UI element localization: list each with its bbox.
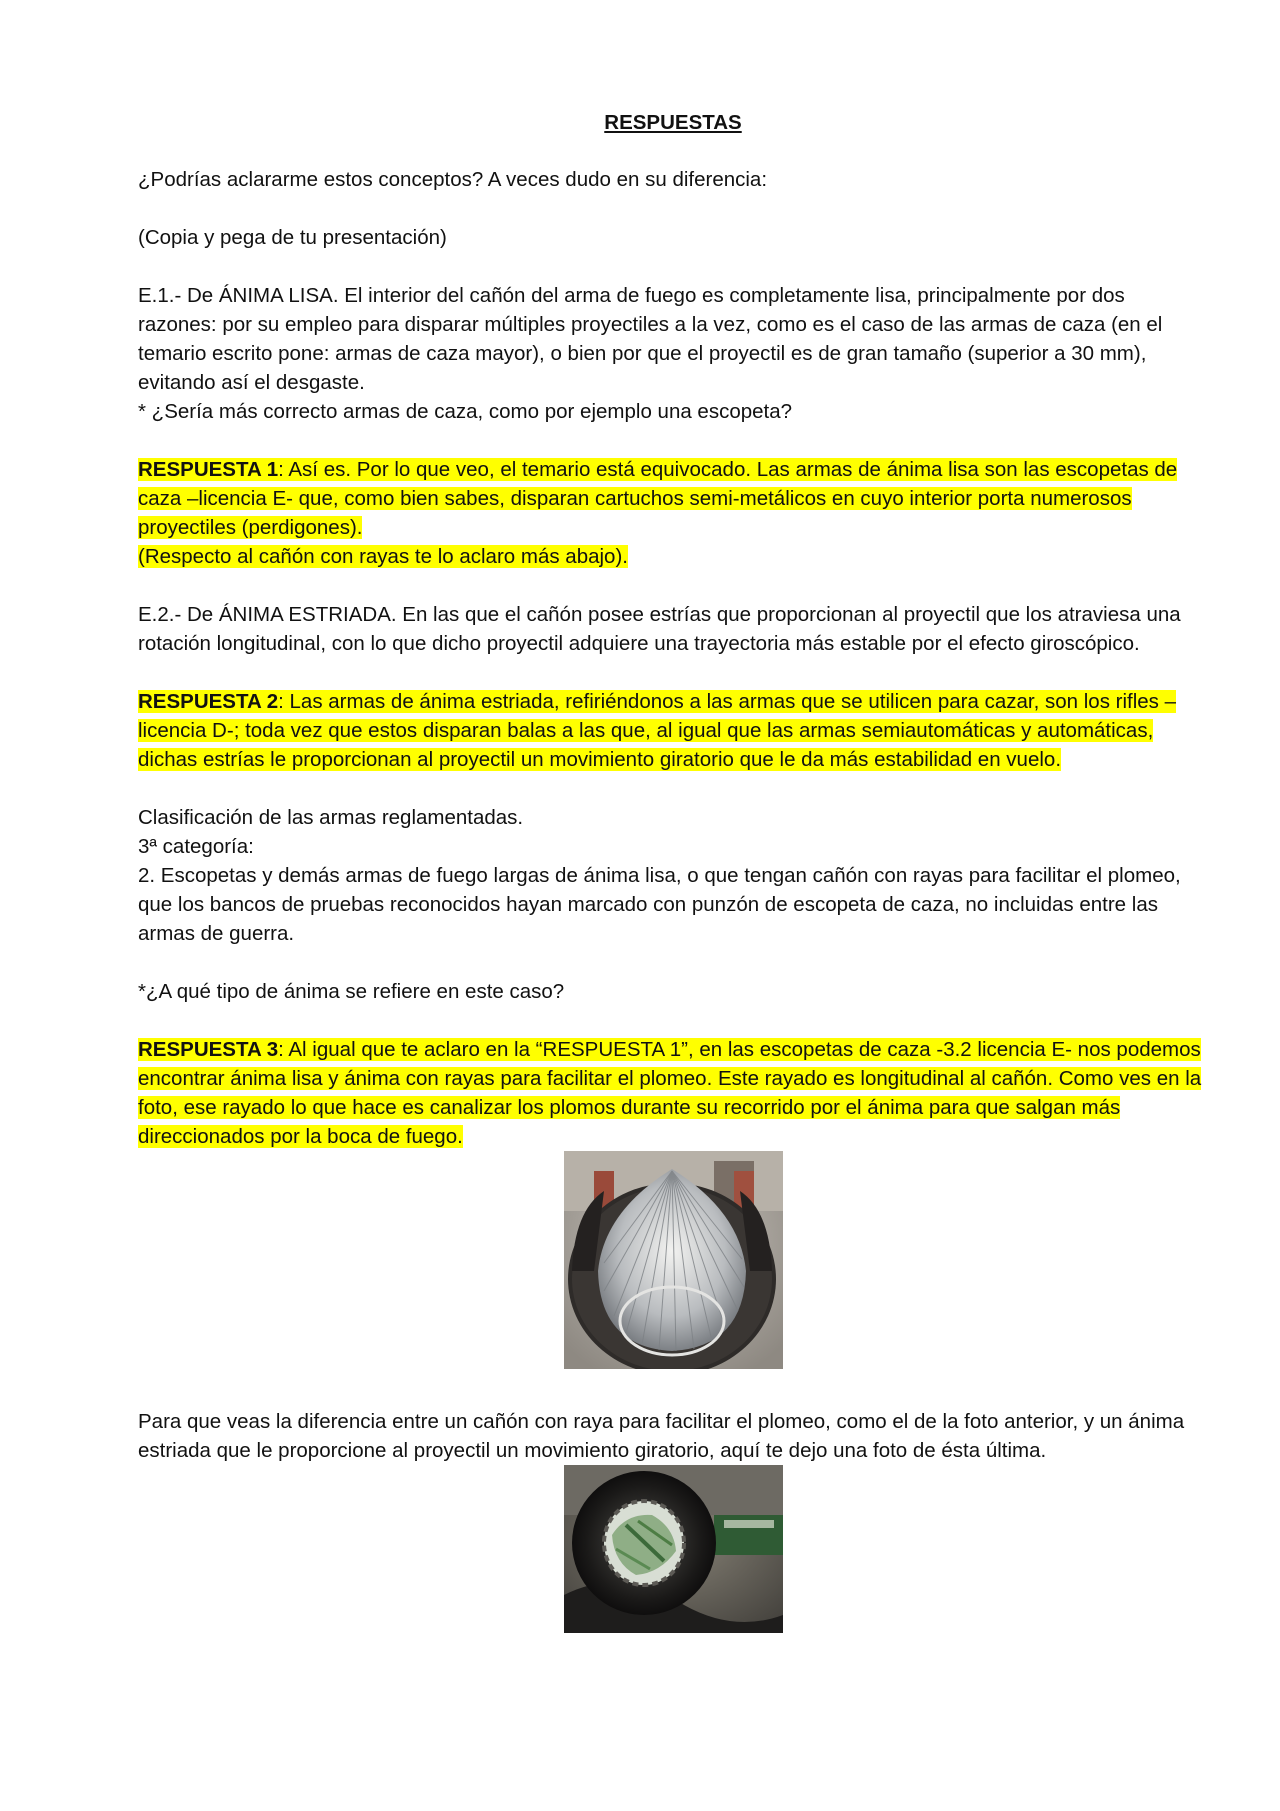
- classification-question: *¿A qué tipo de ánima se refiere en este caso?: [138, 980, 565, 1003]
- classification-heading: Clasificación de las armas reglamentadas.: [138, 806, 524, 829]
- page-title: RESPUESTAS: [604, 111, 742, 134]
- classification-item: 2. Escopetas y demás armas de fuego largas de ánima lisa, o que tengan cañón con rayas para facilitar el plomeo, que los bancos de pruebas reconocidos hayan marcado con punzón de escopeta de caza, no incluidas entre las armas de guerra.: [138, 864, 1181, 945]
- answer-3: [138, 1035, 1208, 1151]
- document-body: [138, 108, 1208, 1633]
- answer-1-note-text: (Respecto al cañón con rayas te lo aclaro más abajo).: [138, 545, 628, 568]
- rifled-bore-image: [564, 1465, 783, 1633]
- answer-3-label: RESPUESTA 3: [138, 1038, 279, 1061]
- answer-1-label: RESPUESTA 1: [138, 458, 279, 481]
- copy-note: (Copia y pega de tu presentación): [138, 226, 447, 249]
- answer-1-highlight: [138, 458, 1177, 539]
- intro-paragraph: ¿Podrías aclararme estos conceptos? A veces dudo en su diferencia:: [138, 168, 768, 191]
- closing-paragraph: Para que veas la diferencia entre un cañón con raya para facilitar el plomeo, como el de la foto anterior, y un ánima estriada que le proporcione al proyectil un movimiento giratorio, aquí te dejo una foto de ésta última.: [138, 1410, 1185, 1462]
- answer-3-text: : Al igual que te aclaro en la “RESPUESTA 1”, en las escopetas de caza -3.2 licencia E- nos podemos encontrar ánima lisa y ánima con rayas para facilitar el plomeo. Este rayado es longitudinal al cañón. Como ves en la foto, ese rayado lo que hace es canalizar los plomos durante su recorrido por el ánima para que salgan más direccionados por la boca de fuego.: [138, 1038, 1202, 1148]
- answer-1-note: [138, 542, 1208, 571]
- e2-paragraph: E.2.- De ÁNIMA ESTRIADA. En las que el cañón posee estrías que proporcionan al proyectil que los atraviesa una rotación longitudinal, con lo que dicho proyectil adquiere una trayectoria más estable por el efecto giroscópico.: [138, 603, 1181, 655]
- shotgun-barrel-photo: [564, 1151, 783, 1369]
- classification-category: 3ª categoría:: [138, 835, 254, 858]
- answer-2-highlight: [138, 690, 1176, 771]
- answer-2-label: RESPUESTA 2: [138, 690, 279, 713]
- e1-paragraph: E.1.- De ÁNIMA LISA. El interior del cañón del arma de fuego es completamente lisa, principalmente por dos razones: por su empleo para disparar múltiples proyectiles a la vez, como es el caso de las armas de caza (en el temario escrito pone: armas de caza mayor), o bien por que el proyectil es de gran tamaño (superior a 30 mm), evitando así el desgaste.: [138, 284, 1163, 394]
- answer-2-text: : Las armas de ánima estriada, refiriéndonos a las armas que se utilicen para cazar, son los rifles –licencia D-; toda vez que estos disparan balas a las que, al igual que las armas semiautomáticas y automáticas, dichas estrías le proporcionan al proyectil un movimiento giratorio que le da más estabilidad en vuelo.: [138, 690, 1177, 771]
- e1-question: * ¿Sería más correcto armas de caza, como por ejemplo una escopeta?: [138, 400, 793, 423]
- answer-3-highlight: [138, 1038, 1201, 1148]
- answer-1: [138, 455, 1208, 542]
- answer-2: [138, 687, 1208, 774]
- barrel-longitudinal-grooves-image: [564, 1151, 783, 1369]
- rifled-barrel-photo: [564, 1465, 783, 1633]
- answer-1-text: : Así es. Por lo que veo, el temario está equivocado. Las armas de ánima lisa son las escopetas de caza –licencia E- que, como bien sabes, disparan cartuchos semi-metálicos en cuyo interior porta numerosos proyectiles (perdigones).: [138, 458, 1178, 539]
